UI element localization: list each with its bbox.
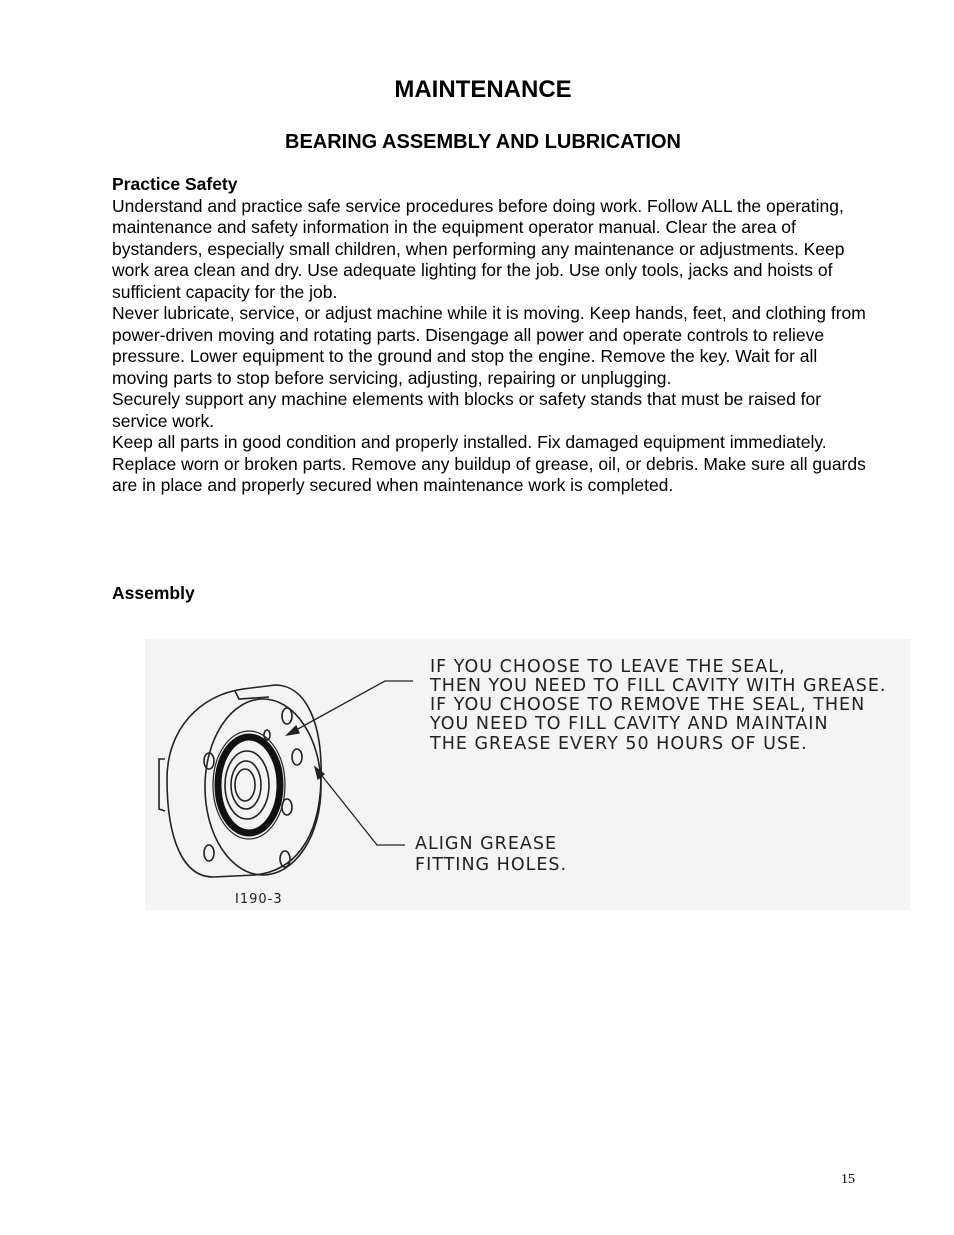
safety-paragraph: Keep all parts in good condition and properly installed. Fix damaged equipment immediately. Replace worn or broken parts. Remove any buildup of grease, oil, or debris. Make sure all guards are in place and properly secured when maintenance work is completed. — [112, 432, 866, 495]
align-callout — [415, 834, 567, 875]
seal-callout — [429, 657, 887, 754]
svg-text:THEN YOU NEED TO FILL CAVITY W: THEN YOU NEED TO FILL CAVITY WITH GREASE. — [430, 676, 887, 696]
figure-id: I190-3 — [235, 892, 283, 907]
page-number: 15 — [841, 1172, 855, 1187]
svg-text:THE GREASE EVERY 50 HOURS OF U: THE GREASE EVERY 50 HOURS OF USE. — [430, 734, 808, 754]
safety-paragraph: Never lubricate, service, or adjust machine while it is moving. Keep hands, feet, and clothing from power-driven moving and rotating parts. Disengage all power and operate controls to relieve pressure. Lower equipment to the ground and stop the engine. Remove the key. Wait for all moving parts to stop before servicing, adjusting, repairing or unplugging. — [112, 303, 866, 388]
svg-text:YOU NEED TO FILL CAVITY AND MA: YOU NEED TO FILL CAVITY AND MAINTAIN — [430, 714, 829, 734]
assembly-heading: Assembly — [112, 583, 195, 603]
safety-paragraph: Securely support any machine elements with blocks or safety stands that must be raised for service work. — [112, 389, 822, 431]
page-title: MAINTENANCE — [394, 76, 572, 103]
svg-text:FITTING HOLES.: FITTING HOLES. — [415, 855, 568, 875]
leader-lines — [287, 681, 413, 845]
bearing-flange-drawing — [159, 685, 321, 877]
safety-section — [112, 174, 872, 497]
bearing-diagram — [145, 639, 910, 910]
section-title: BEARING ASSEMBLY AND LUBRICATION — [285, 131, 681, 153]
svg-text:IF YOU CHOOSE TO LEAVE THE SEA: IF YOU CHOOSE TO LEAVE THE SEAL, — [430, 657, 786, 677]
svg-text:IF YOU CHOOSE TO REMOVE THE SE: IF YOU CHOOSE TO REMOVE THE SEAL, THEN — [430, 695, 866, 715]
safety-paragraph: Understand and practice safe service procedures before doing work. Follow ALL the operating, maintenance and safety information in the equipment operator manual. Clear the area of bystanders, especially small children, when performing any maintenance or adjustments. Keep work area clean and dry. Use adequate lighting for the job. Use only tools, jacks and hoists of sufficient capacity for the job. — [112, 195, 845, 302]
svg-text:ALIGN GREASE: ALIGN GREASE — [415, 834, 558, 854]
bearing-assembly-figure — [145, 639, 910, 910]
safety-heading: Practice Safety — [112, 174, 238, 194]
